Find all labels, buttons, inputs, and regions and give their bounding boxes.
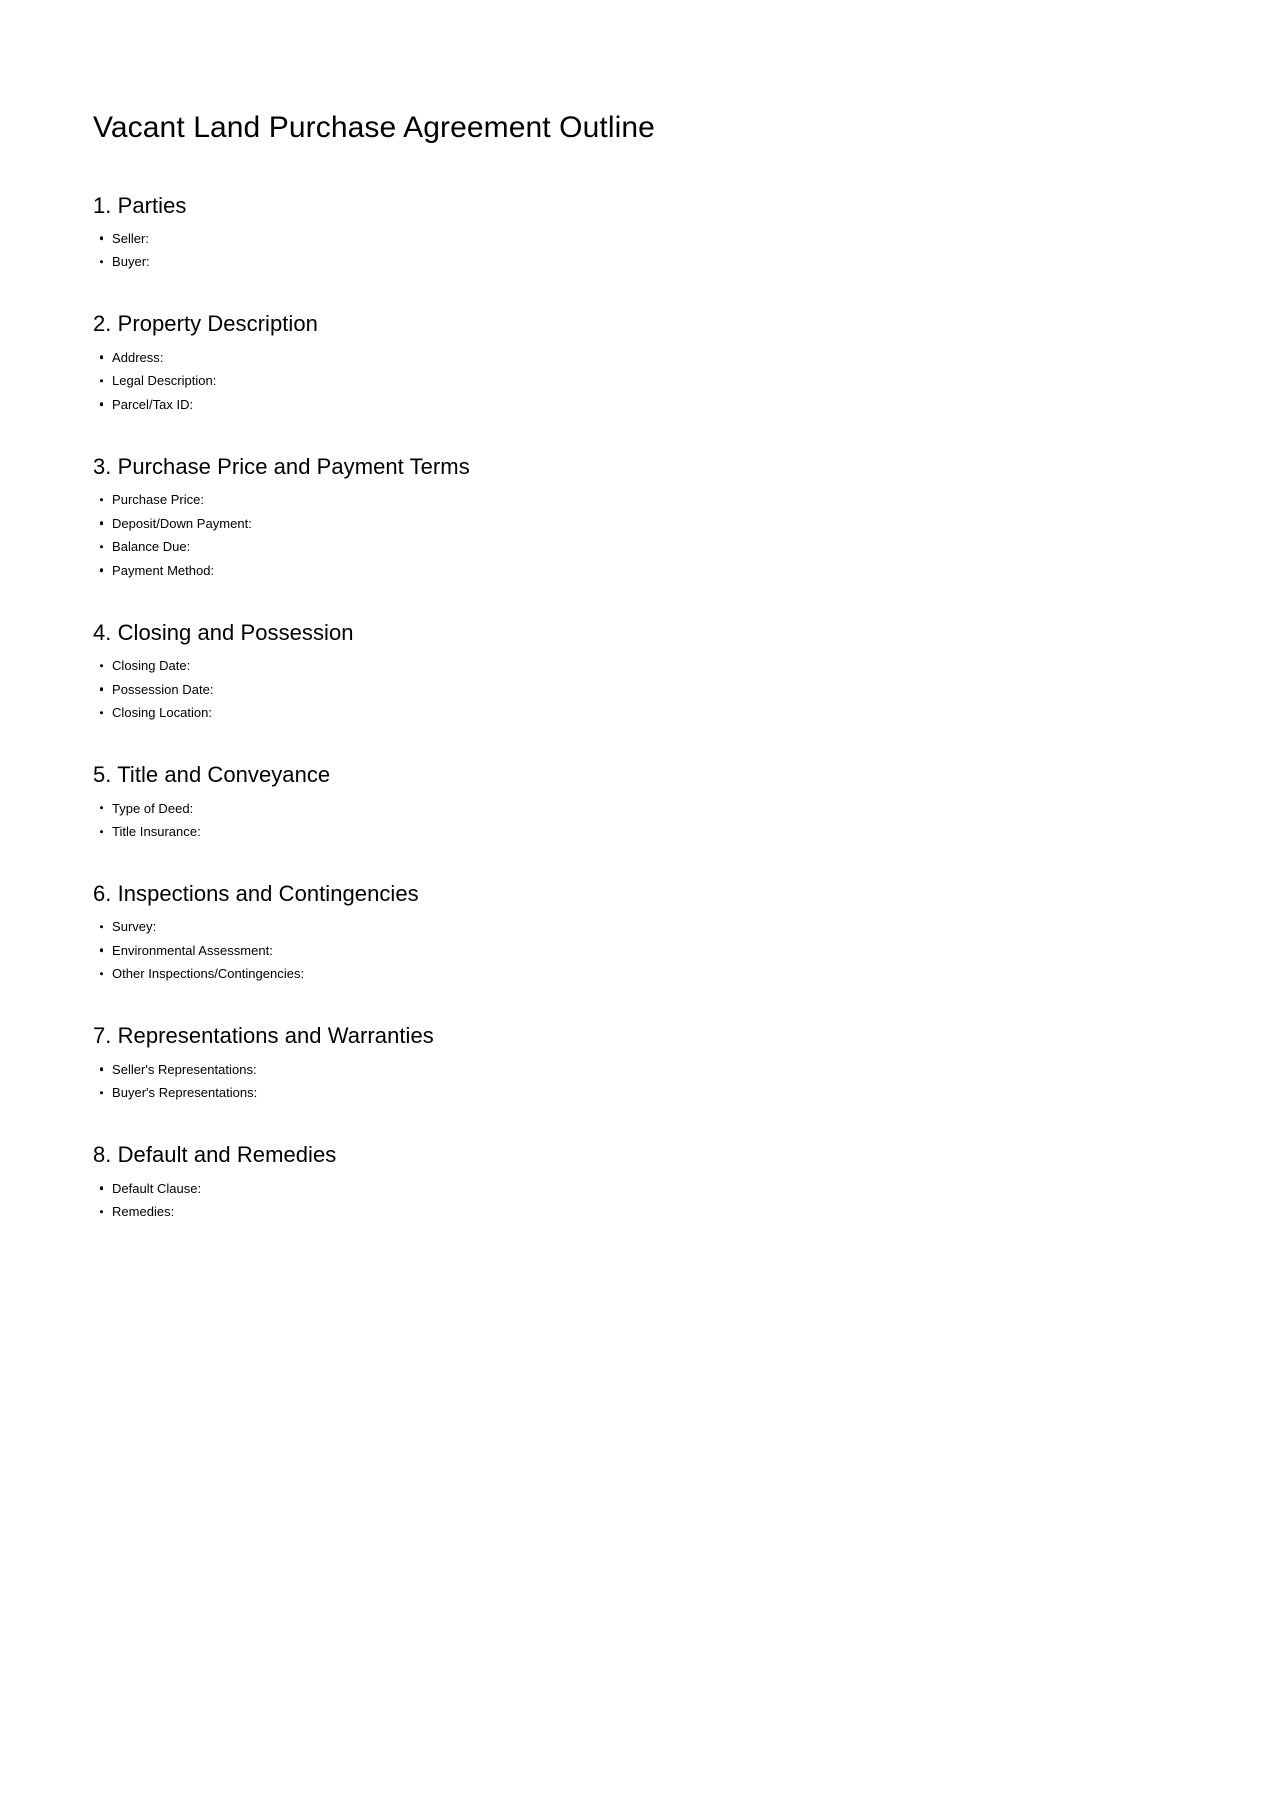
document-section (93, 454, 1163, 577)
list-item (93, 493, 1163, 506)
section-heading: 2. Property Description (93, 311, 318, 337)
bullet-point-icon (100, 522, 103, 525)
list-item (93, 232, 1163, 245)
section-heading: 7. Representations and Warranties (93, 1023, 434, 1049)
section-bullet-list (93, 1182, 1163, 1219)
section-bullet-list (93, 920, 1163, 980)
list-item (93, 374, 1163, 387)
bullet-point-icon (100, 260, 103, 263)
list-item-label: Seller: (112, 230, 149, 246)
list-item-label: Address: (112, 349, 164, 365)
document-section (93, 881, 1163, 980)
list-item-label: Parcel/Tax ID: (112, 396, 194, 412)
bullet-point-icon (100, 356, 103, 359)
list-item-label: Possession Date: (112, 681, 214, 697)
document-section (93, 1023, 1163, 1099)
bullet-point-icon (100, 806, 103, 809)
list-item-label: Buyer's Representations: (112, 1085, 258, 1101)
list-item (93, 944, 1163, 957)
section-heading: 1. Parties (93, 192, 187, 218)
list-item-label: Title Insurance: (112, 824, 201, 840)
list-item (93, 1205, 1163, 1218)
section-heading: 5. Title and Conveyance (93, 762, 331, 788)
list-item-label: Closing Date: (112, 658, 191, 674)
bullet-point-icon (100, 1187, 103, 1190)
bullet-point-icon (100, 403, 103, 406)
document-section (93, 620, 1163, 719)
section-bullet-list (93, 351, 1163, 411)
bullet-point-icon (100, 711, 103, 714)
section-bullet-list (93, 232, 1163, 269)
list-item (93, 255, 1163, 268)
document-section (93, 311, 1163, 410)
bullet-point-icon (100, 1091, 103, 1094)
section-heading: 3. Purchase Price and Payment Terms (93, 453, 470, 479)
list-item (93, 802, 1163, 815)
list-item-label: Environmental Assessment: (112, 942, 273, 958)
section-bullet-list (93, 802, 1163, 839)
bullet-point-icon (100, 664, 103, 667)
list-item-label: Balance Due: (112, 539, 191, 555)
list-item-label: Type of Deed: (112, 800, 194, 816)
list-item (93, 825, 1163, 838)
bullet-point-icon (100, 830, 103, 833)
document-section (93, 193, 1163, 269)
list-item (93, 1063, 1163, 1076)
section-bullet-list (93, 1063, 1163, 1100)
bullet-point-icon (100, 545, 103, 548)
document-section (93, 1142, 1163, 1218)
bullet-point-icon (100, 1210, 103, 1213)
section-heading: 6. Inspections and Contingencies (93, 881, 419, 907)
list-item (93, 351, 1163, 364)
bullet-point-icon (100, 569, 103, 572)
list-item (93, 564, 1163, 577)
list-item (93, 517, 1163, 530)
section-bullet-list (93, 493, 1163, 577)
list-item-label: Purchase Price: (112, 492, 205, 508)
bullet-point-icon (100, 949, 103, 952)
bullet-point-icon (100, 972, 103, 975)
bullet-point-icon (100, 1068, 103, 1071)
section-bullet-list (93, 659, 1163, 719)
list-item-label: Default Clause: (112, 1180, 202, 1196)
bullet-point-icon (100, 237, 103, 240)
sections-container (93, 193, 1163, 1219)
list-item-label: Payment Method: (112, 562, 215, 578)
list-item-label: Buyer: (112, 254, 150, 270)
bullet-point-icon (100, 925, 103, 928)
bullet-point-icon (100, 498, 103, 501)
bullet-point-icon (100, 687, 103, 690)
list-item (93, 706, 1163, 719)
list-item-label: Other Inspections/Contingencies: (112, 966, 305, 982)
bullet-point-icon (100, 379, 103, 382)
list-item (93, 1086, 1163, 1099)
list-item (93, 398, 1163, 411)
document-section (93, 762, 1163, 838)
list-item-label: Closing Location: (112, 705, 213, 721)
section-heading: 4. Closing and Possession (93, 619, 354, 645)
list-item-label: Deposit/Down Payment: (112, 515, 252, 531)
list-item (93, 1182, 1163, 1195)
list-item-label: Remedies: (112, 1204, 175, 1220)
list-item (93, 659, 1163, 672)
list-item-label: Seller's Representations: (112, 1061, 257, 1077)
list-item (93, 967, 1163, 980)
list-item-label: Survey: (112, 919, 157, 935)
list-item (93, 683, 1163, 696)
page-title: Vacant Land Purchase Agreement Outline (93, 111, 655, 144)
section-heading: 8. Default and Remedies (93, 1142, 337, 1168)
list-item (93, 920, 1163, 933)
list-item-label: Legal Description: (112, 373, 217, 389)
list-item (93, 540, 1163, 553)
